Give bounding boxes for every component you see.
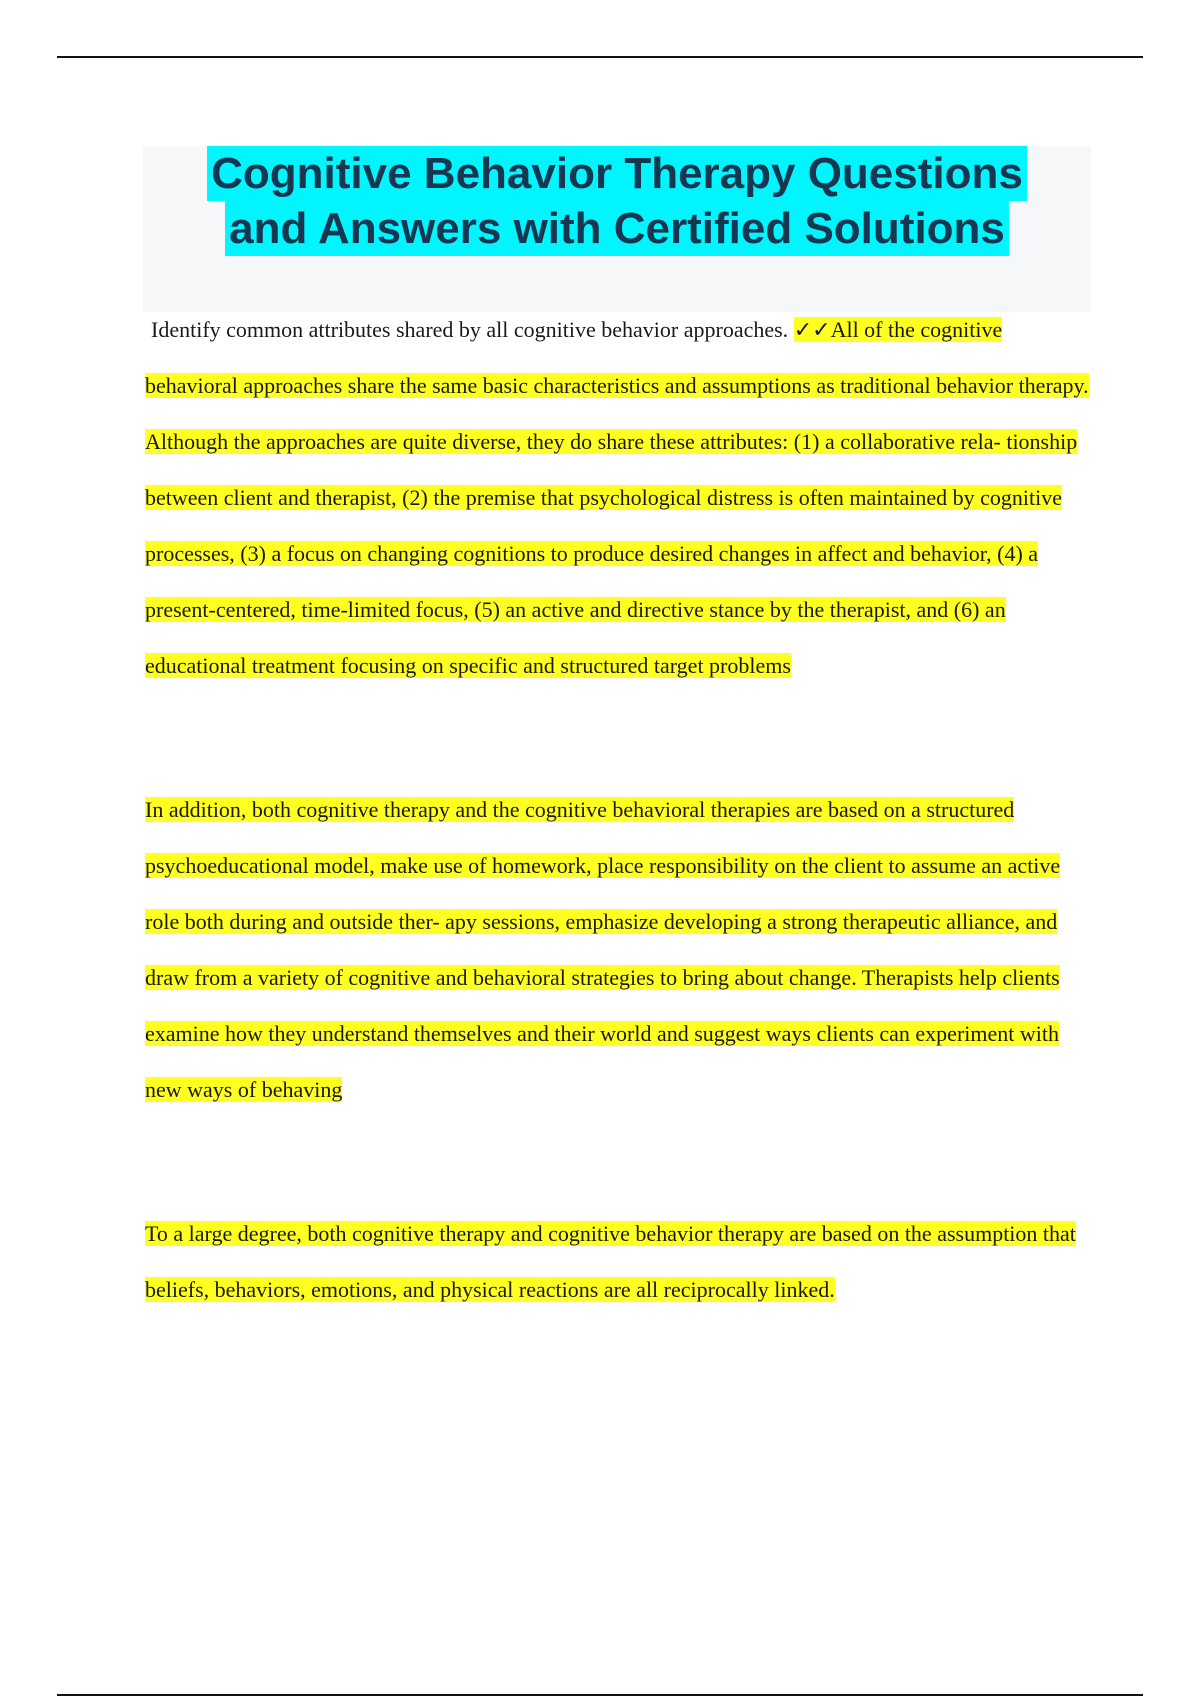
bottom-rule bbox=[57, 1694, 1143, 1696]
top-rule bbox=[57, 56, 1143, 58]
document-body bbox=[145, 302, 1090, 1318]
answer-text-1: All of the cognitive behavioral approaches share the same basic characteristics and assumptions as traditional behavior therapy. Although the approaches are quite diverse, they do share these attributes: (1) a collaborative rela- tionship between client and therapist, (2) the premise that psychological distress is often maintained by cognitive processes, (3) a focus on changing cognitions to produce desired changes in affect and behavior, (4) a present-centered, time-limited focus, (5) an active and directive stance by the therapist, and (6) an educational treatment focusing on specific and structured target problems bbox=[145, 317, 1089, 678]
title-line-1: Cognitive Behavior Therapy Questions bbox=[207, 146, 1027, 201]
answer-text-2: In addition, both cognitive therapy and the cognitive behavioral therapies are based on a structured psychoeducational model, make use of homework, place responsibility on the client to assume an active role both during and outside ther- apy sessions, emphasize developing a strong therapeutic alliance, and draw from a variety of cognitive and behavioral strategies to bring about change. Therapists help clients examine how they understand themselves and their world and suggest ways clients can experiment with new ways of behaving bbox=[145, 797, 1061, 1102]
title-box bbox=[143, 146, 1091, 312]
answer-text-3: To a large degree, both cognitive therapy and cognitive behavior therapy are based on the assumption that beliefs, behaviors, emotions, and physical reactions are all reciprocally linked. bbox=[145, 1221, 1076, 1302]
qa-paragraph-2 bbox=[145, 782, 1090, 1118]
qa-paragraph-3 bbox=[145, 1206, 1090, 1318]
title-line-2: and Answers with Certified Solutions bbox=[225, 201, 1009, 256]
page-title bbox=[143, 146, 1091, 256]
qa-paragraph-1 bbox=[145, 302, 1090, 694]
question-text: Identify common attributes shared by all cognitive behavior approaches. bbox=[151, 317, 789, 342]
answer-mark: ✓✓ bbox=[793, 317, 831, 342]
